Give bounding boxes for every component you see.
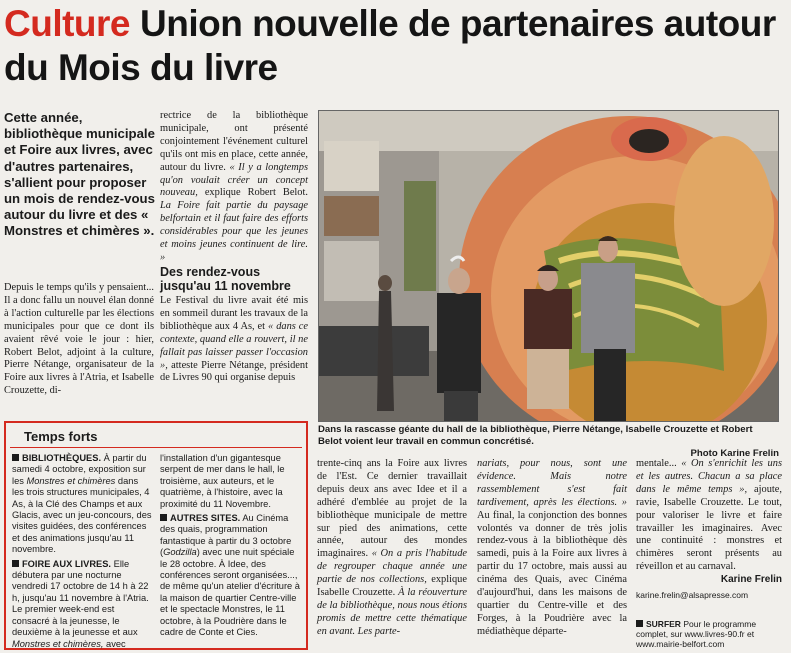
box-item (12, 559, 152, 650)
text-run: ) avec une nuit spéciale le 28 octobre. À Idee, des conférences seront organisées..., de même qu'un atelier d'écriture à la maison de quartier Centre-ville et le spectacle Monstres, le 11 octobre, à la Poudrière dans le cadre de Conte et Cies. (160, 547, 300, 638)
text-run: dans les trois structures municipales, 4 As, à la Clé des Champs et aux Glacis, avec un jeu-concours, des visites guidées, des conférences et des animations jusqu'au 11 novembre. (12, 475, 152, 555)
box-divider (10, 447, 302, 448)
text-run: atteste Pierre Nétange, président de Livres 90 qui organise depuis (160, 359, 308, 384)
lower-column-1 (317, 458, 467, 639)
box-column-right (160, 453, 300, 642)
text-run: trente-cinq ans la Foire aux livres de l'Est. Ce dernier travaillait depuis deux ans avec Idee et il a adhéré d'emblée au projet de la bibliothèque municipale de mettre sur pied des animations, cette année, autour des mondes imaginaires. (317, 458, 467, 560)
caption-text: Dans la rascasse géante du hall de la bibliothèque, Pierre Nétange, Isabelle Crouzette et Robert Belot voient leur travail en commun concrétisé. (318, 424, 753, 447)
temps-forts-box (4, 421, 308, 650)
text-run: rectrice de la bibliothèque municipale, ont présenté conjointement l'événement culturel qu'ils ont mis en place, cette année, autour du livre. (160, 110, 308, 173)
box-column-left (12, 453, 152, 653)
italic-run: Monstres et chimères (26, 475, 116, 486)
text-run: l'installation d'un gigantesque serpent de mer dans le hall, le troisième, aux auteurs, et le quatrième, à l'histoire, avec la proximité du 11 Novembre. (160, 453, 285, 509)
quote-run: « dans ce contexte, quand elle a rouvert, il ne fallait pas laisser passer l'occasion », (160, 320, 309, 371)
bullet-square-icon (12, 560, 19, 567)
quote-run: « On a pris l'habitude de regrouper chaque année une partie de nos collections, (317, 548, 468, 586)
box-title: Temps forts (24, 429, 98, 444)
text-run: ajoute, ravie, Isabelle Crouzette. Le tout, pour valoriser le livre et faire travailler les imaginaires. Avec une continuité : monstres et chimères seront présents au réveillon et au carnaval. (636, 483, 782, 573)
photo-illustration (319, 111, 779, 422)
quote-run: nariats, pour nous, sont une évidence. Mais notre rassemblement s'est fait tardivement, après les élections. » (477, 458, 627, 508)
item-heading: BIBLIOTHÈQUES. (22, 453, 102, 463)
box-item (12, 453, 152, 556)
lead-paragraph: Cette année, bibliothèque municipale et Foire aux livres, avec d'autres partenaires, s'allient pour proposer un mois de rendez-vous autour du livre et des « Monstres et chimères ». (4, 110, 155, 239)
subheading: Des rendez-vous jusqu'au 11 novembre (160, 265, 291, 293)
bullet-square-icon (160, 514, 167, 521)
text-run: À partir du samedi 4 octobre, exposition sur les (12, 453, 147, 486)
column-1-body: Depuis le temps qu'ils y pensaient... Il a donc fallu un nouvel élan donné à l'action culturelle par les élections municipales pour que ce dont ils avaient rêvé voie le jour : hier, Robert Belot, adjoint à la culture, Pierre Nétange, organisateur de la Foire aux livres à l'Atria, et Isabelle Crouzette, di- (4, 282, 154, 397)
text-run: Elle débutera par une nocturne vendredi 17 octobre de 14 h à 22 h, jusqu'au 11 novembre à l'Atria. Le premier week-end est consacré à la jeunesse, le deuxième à la jeunesse et aux (12, 558, 149, 638)
text-run: Au final, la conjonction des bonnes volontés va donner de très jolis rendez-vous à la bibliothèque dès samedi, puis à la Foire aux livres à partir du 17 octobre, mais aussi au cinéma des Quais, avec Cinéma d'aujourd'hui, dans les maisons de quartier du Centre-ville et des Forges, à la Poudrière avec la médiathèque départe- (477, 509, 627, 637)
item-heading: AUTRES SITES. (170, 513, 241, 524)
box-item (160, 513, 300, 638)
box-item (160, 453, 300, 510)
author-email: karine.frelin@alsapresse.com (636, 590, 749, 600)
lower-column-3 (636, 458, 782, 574)
italic-run: Monstres et chimères, (12, 638, 104, 649)
item-heading: FOIRE AUX LIVRES. (22, 558, 112, 569)
text-run: explique Isabelle Crouzette. (317, 574, 467, 599)
lower-column-2 (477, 458, 627, 639)
text-run: Le Festival du livre avait été mis en sommeil durant les travaux de la bibliothèque aux 4 As, et (160, 295, 308, 332)
bullet-square-icon (12, 454, 19, 461)
column-2-body (160, 110, 308, 265)
headline-title: Union nouvelle de partenaires autour du Mois du livre (4, 3, 776, 88)
photo-credit: Photo Karine Frelin (690, 448, 779, 459)
news-photo (318, 110, 779, 422)
text-run: explique Robert Belot. (197, 187, 308, 199)
author-signature: Karine Frelin (720, 574, 782, 585)
text-run: avec (103, 638, 126, 649)
surfer-text: Pour le programme complet, sur www.livres-90.fr et www.mairie-belfort.com (636, 619, 757, 649)
surfer-heading: SURFER (646, 619, 681, 629)
quote-run: La Foire fait partie du paysage belfortain et il faut faire des efforts considérables pour que les jeunes et moins jeunes continuent de lire. » (160, 200, 308, 263)
text-run: mentale... (636, 458, 682, 469)
text-run: Au Cinéma des quais, programmation fantastique à partir du 3 octobre ( (160, 513, 292, 558)
quote-run: À la réouverture de la bibliothèque, nous nous étions promis de mettre cette thématique en avant. Les parte- (317, 587, 467, 637)
headline (4, 2, 787, 90)
surfer-note (636, 619, 786, 649)
column-2-body-continued (160, 295, 308, 385)
italic-run: Godzilla (163, 547, 197, 558)
quote-run: « On s'enrichit les uns et les autres. Chacun a sa place dans le même temps », (636, 458, 782, 495)
photo-caption (318, 424, 779, 460)
bullet-square-icon (636, 620, 643, 627)
section-kicker: Culture (4, 3, 130, 44)
quote-run: « Il y a longtemps qu'on voulait créer un concept nouveau, (160, 161, 308, 199)
